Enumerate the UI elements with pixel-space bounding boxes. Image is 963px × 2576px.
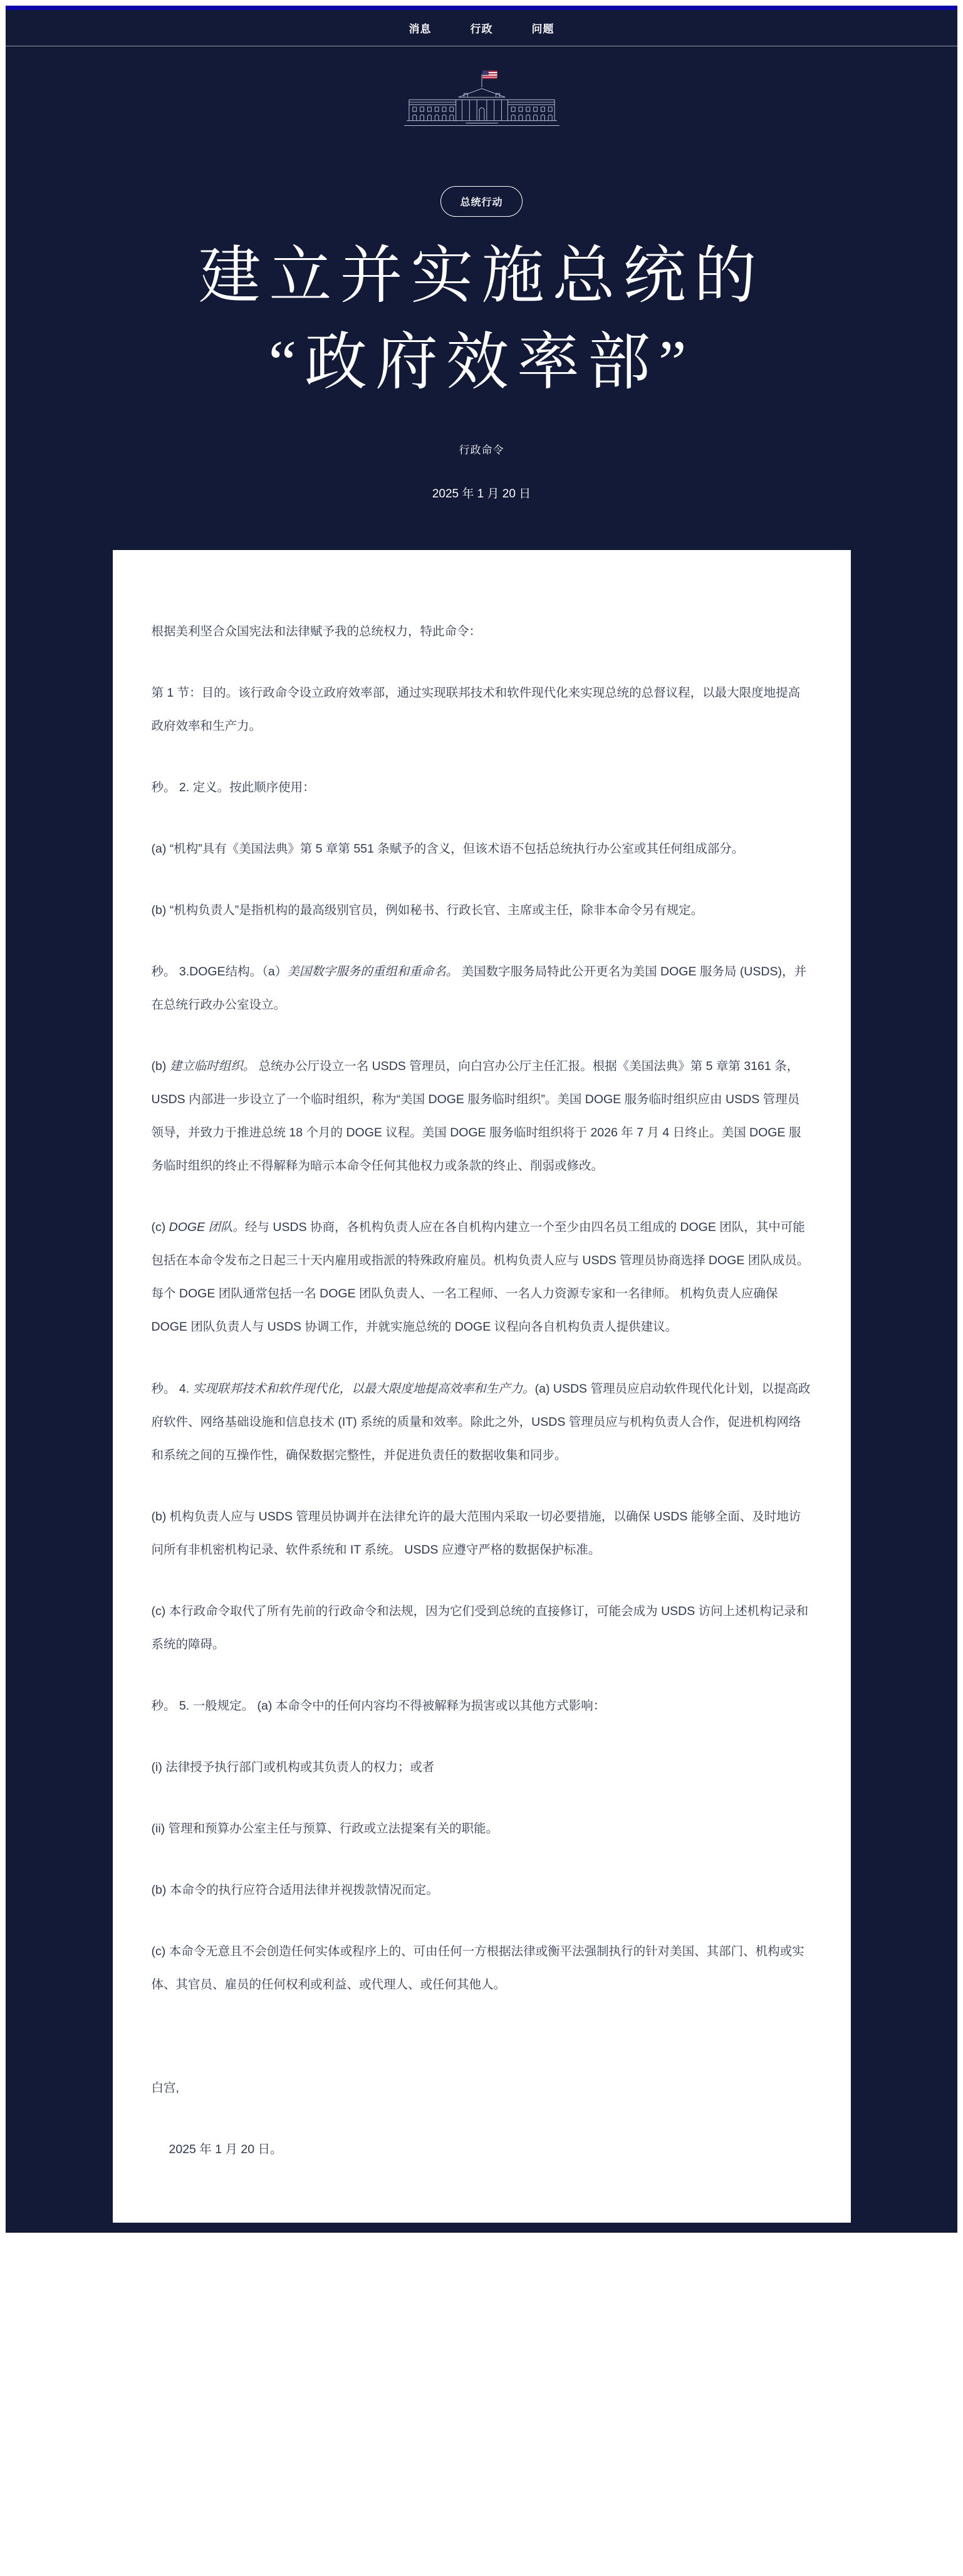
paragraph: 2025 年 1 月 20 日。 bbox=[169, 2142, 283, 2156]
paragraph: (b) 机构负责人应与 USDS 管理员协调并在法律允许的最大范围内采取一切必要措施，以确保 USDS 能够全面、及时地访问所有非机密机构记录、软件系统和 IT 系统。 USDS 应遵守严格的数据保护标准。 bbox=[151, 1509, 801, 1557]
content-card bbox=[113, 550, 851, 2223]
paragraph: (c) DOGE 团队。经与 USDS 协商，各机构负责人应在各自机构内建立一个至少由四名员工组成的 DOGE 团队，其中可能包括在本命令发布之日起三十天内雇用或指派的特殊政府雇员。机构负责人应与 USDS 管理员协商选择 DOGE 团队成员。每个 DOGE 团队通常包括一名 DOGE 团队负责人、一名工程师、一名人力资源专家和一名律师。 机构负责人应确保 DOGE 团队负责人与 USDS 协调工作，并就实施总统的 DOGE 议程向各自机构负责人提供建议。 bbox=[151, 1220, 809, 1334]
page-title bbox=[6, 233, 957, 406]
us-flag-icon bbox=[482, 71, 497, 79]
document-date: 2025 年 1 月 20 日 bbox=[432, 487, 531, 501]
page-title-line2: “政府效率部” bbox=[268, 328, 695, 397]
paragraph: (c) 本命令无意且不会创造任何实体或程序上的、可由任何一方根据法律或衡平法强制执行的针对美国、其部门、机构或实体、其官员、雇员的任何权利或利益、或代理人、或任何其他人。 bbox=[151, 1944, 804, 1992]
paragraph: (ii) 管理和预算办公室主任与预算、行政或立法提案有关的职能。 bbox=[151, 1821, 499, 1836]
nav-item-issues[interactable]: 问题 bbox=[531, 23, 554, 35]
paragraph: (i) 法律授予执行部门或机构或其负责人的权力；或者 bbox=[151, 1760, 435, 1774]
document-type-label: 行政命令 bbox=[459, 444, 504, 456]
paragraph: 秒。 5. 一般规定。 (a) 本命令中的任何内容均不得被解释为损害或以其他方式影响： bbox=[151, 1698, 606, 1713]
nav-item-administration[interactable]: 行政 bbox=[470, 23, 493, 35]
top-accent-bar bbox=[6, 6, 957, 10]
paragraph: 秒。 2. 定义。按此顺序使用： bbox=[151, 781, 315, 795]
paragraph: (b) “机构负责人”是指机构的最高级别官员，例如秘书、行政长官、主席或主任，除非本命令另有规定。 bbox=[151, 903, 704, 918]
paragraph: (b) 本命令的执行应符合适用法律并视拨款情况而定。 bbox=[151, 1883, 439, 1897]
nav-item-news[interactable]: 消息 bbox=[409, 23, 432, 35]
paragraph: (a) “机构”具有《美国法典》第 5 章第 551 条赋予的含义，但该术语不包括总统执行办公室或其任何组成部分。 bbox=[151, 842, 744, 856]
paragraph: 根据美利坚合众国宪法和法律赋予我的总统权力，特此命令： bbox=[151, 625, 482, 638]
paragraph: 第 1 节：目的。该行政命令设立政府效率部，通过实现联邦技术和软件现代化来实现总统的总督议程，以最大限度地提高政府效率和生产力。 bbox=[151, 686, 801, 734]
white-house-logo[interactable] bbox=[6, 46, 957, 146]
paragraph: 秒。 4. 实现联邦技术和软件现代化，以最大限度地提高效率和生产力。(a) USDS 管理员应启动软件现代化计划，以提高政府软件、网络基础设施和信息技术 (IT) 系统的质量和效率。除此之外，USDS 管理员应与机构负责人合作，促进机构网络和系统之间的互操作性，确保数据完整性，并促进负责任的数据收集和同步。 bbox=[151, 1381, 811, 1462]
top-navigation bbox=[6, 10, 957, 46]
hero-section bbox=[6, 46, 957, 501]
page-background bbox=[6, 6, 957, 2233]
page-title-line1: 建立并实施总统的 bbox=[198, 241, 765, 311]
paragraph: (b) 建立临时组织。 总统办公厅设立一名 USDS 管理员，向白宫办公厅主任汇报。根据《美国法典》第 5 章第 3161 条，USDS 内部进一步设立了一个临时组织，称为“美国 DOGE 服务临时组织”。美国 DOGE 服务临时组织应由 USDS 管理员领导，并致力于推进总统 18 个月的 DOGE 议程。美国 DOGE 服务临时组织将于 2026 年 7 月 4 日终止。美国 DOGE 服务临时组织的终止不得解释为暗示本命令任何其他权力或条款的终止、削弱或修改。 bbox=[151, 1059, 801, 1173]
paragraph: (c) 本行政命令取代了所有先前的行政命令和法规，因为它们受到总统的直接修订，可能会成为 USDS 访问上述机构记录和系统的障碍。 bbox=[151, 1604, 809, 1651]
paragraph: 秒。 3.DOGE结构。（a）美国数字服务的重组和重命名。 美国数字服务局特此公开更名为美国 DOGE 服务局 (USDS)，并在总统行政办公室设立。 bbox=[151, 965, 806, 1012]
white-house-illustration bbox=[401, 66, 563, 143]
article-body bbox=[152, 615, 812, 2166]
presidential-actions-badge[interactable]: 总统行动 bbox=[440, 186, 522, 217]
paragraph: 白宫, bbox=[151, 2080, 179, 2095]
